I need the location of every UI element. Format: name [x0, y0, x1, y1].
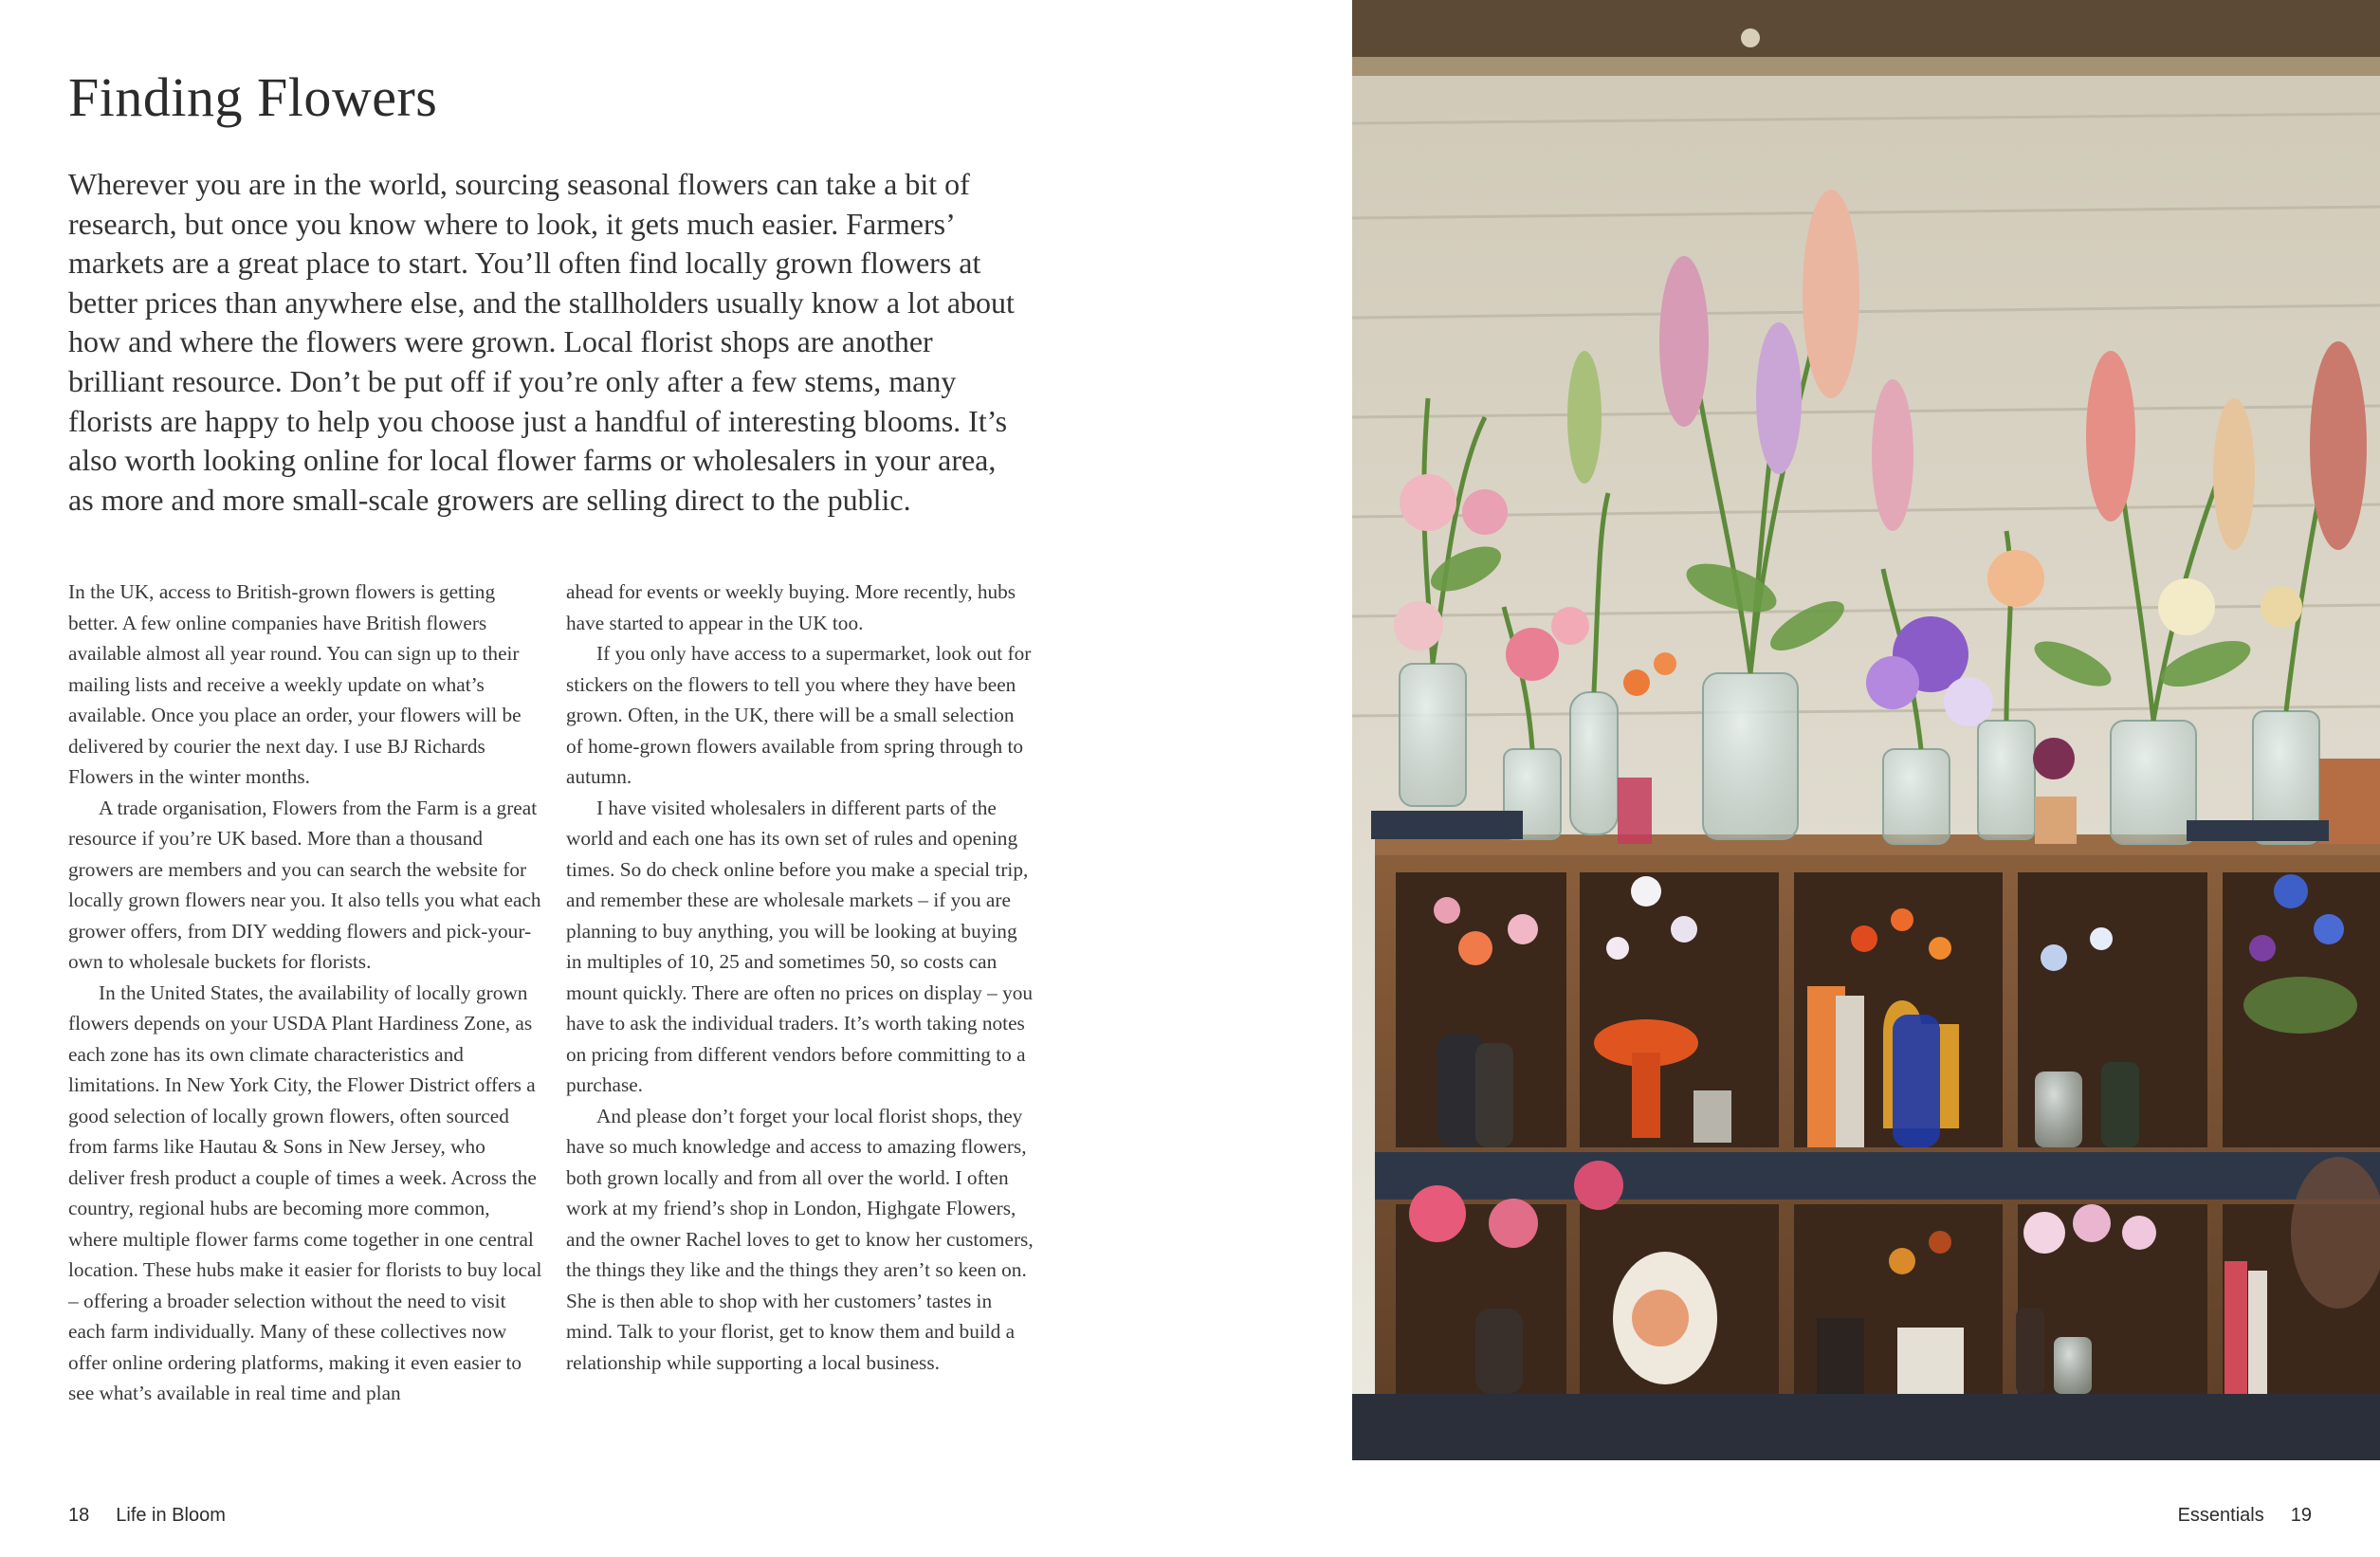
flower-shelf-photo	[1352, 0, 2380, 1460]
body-column-left	[68, 577, 542, 1409]
page-number: 19	[2290, 1505, 2312, 1526]
page-number: 18	[68, 1505, 90, 1526]
footer-left	[68, 1503, 226, 1528]
footer-right	[2178, 1503, 2312, 1528]
paragraph: I have visited wholesalers in different parts of the world and each one has its own set of rules and opening times. So do check online before you make a special trip, and remember these are wholesale markets – if you are planning to buy anything, you will be looking at buying in multiples of 10, 25 and sometimes 50, so costs can mount quickly. There are often no prices on display – you have to ask the individual traders. It’s worth taking notes on pricing from different vendors before committing to a purchase.	[566, 796, 1034, 1096]
running-title: Essentials	[2177, 1505, 2264, 1526]
paragraph: In the UK, access to British-grown flowers is getting better. A few online companies have British flowers available almost all year round. You can sign up to their mailing lists and receive a weekly update on what’s available. Once you place an order, your flowers will be delivered by courier the next day. I use BJ Richards Flowers in the winter months.	[68, 580, 522, 788]
paragraph: If you only have access to a supermarket, look out for stickers on the flowers to tell you where they have been grown. Often, in the UK, there will be a small selection of home-grown flowers available from spring through to autumn.	[566, 642, 1032, 788]
page-title: Finding Flowers	[68, 66, 438, 128]
paragraph: ahead for events or weekly buying. More recently, hubs have started to appear in the UK too.	[566, 580, 1016, 634]
intro-paragraph: Wherever you are in the world, sourcing seasonal flowers can take a bit of research, but once you know where to look, it gets much easier. Farmers’ markets are a great place to start. You’ll often find locally grown flowers at better prices than anywhere else, and the stallholders usually know a lot about how and where the flowers were grown. Local florist shops are another brilliant resource. Don’t be put off if you’re only after a few stems, many florists are happy to help you choose just a handful of interesting blooms. It’s also worth looking online for local flower farms or wholesalers in your area, as more and more small-scale growers are selling direct to the public.	[68, 167, 1015, 517]
paragraph: And please don’t forget your local florist shops, they have so much knowledge and access to amazing flowers, both grown locally and from all over the world. I often work at my friend’s shop in London, Highgate Flowers, and the owner Rachel loves to get to know her customers, the things they like and the things they aren’t so keen on. She is then able to shop with her customers’ tastes in mind. Talk to your florist, get to know them and build a relationship while supporting a local business.	[566, 1104, 1034, 1374]
body-column-right	[566, 577, 1035, 1378]
paragraph: In the United States, the availability of locally grown flowers depends on your USDA Plant Hardiness Zone, as each zone has its own climate characteristics and limitations. In New York City, the Flower District offers a good selection of locally grown flowers, often sourced from farms like Hautau & Sons in New Jersey, who deliver fresh product a couple of times a week. Across the country, regional hubs are becoming more common, where multiple flower farms come together in one central location. These hubs make it easier for florists to buy local – offering a broader selection without the need to visit each farm individually. Many of these collectives now offer online ordering platforms, making it even easier to see what’s available in real time and plan	[68, 980, 542, 1404]
paragraph: A trade organisation, Flowers from the Farm is a great resource if you’re UK based. More than a thousand growers are members and you can search the website for locally grown flowers near you. It also tells you what each grower offers, from DIY wedding flowers and pick-your-own to wholesale buckets for florists.	[68, 796, 541, 973]
running-title: Life in Bloom	[116, 1505, 226, 1526]
